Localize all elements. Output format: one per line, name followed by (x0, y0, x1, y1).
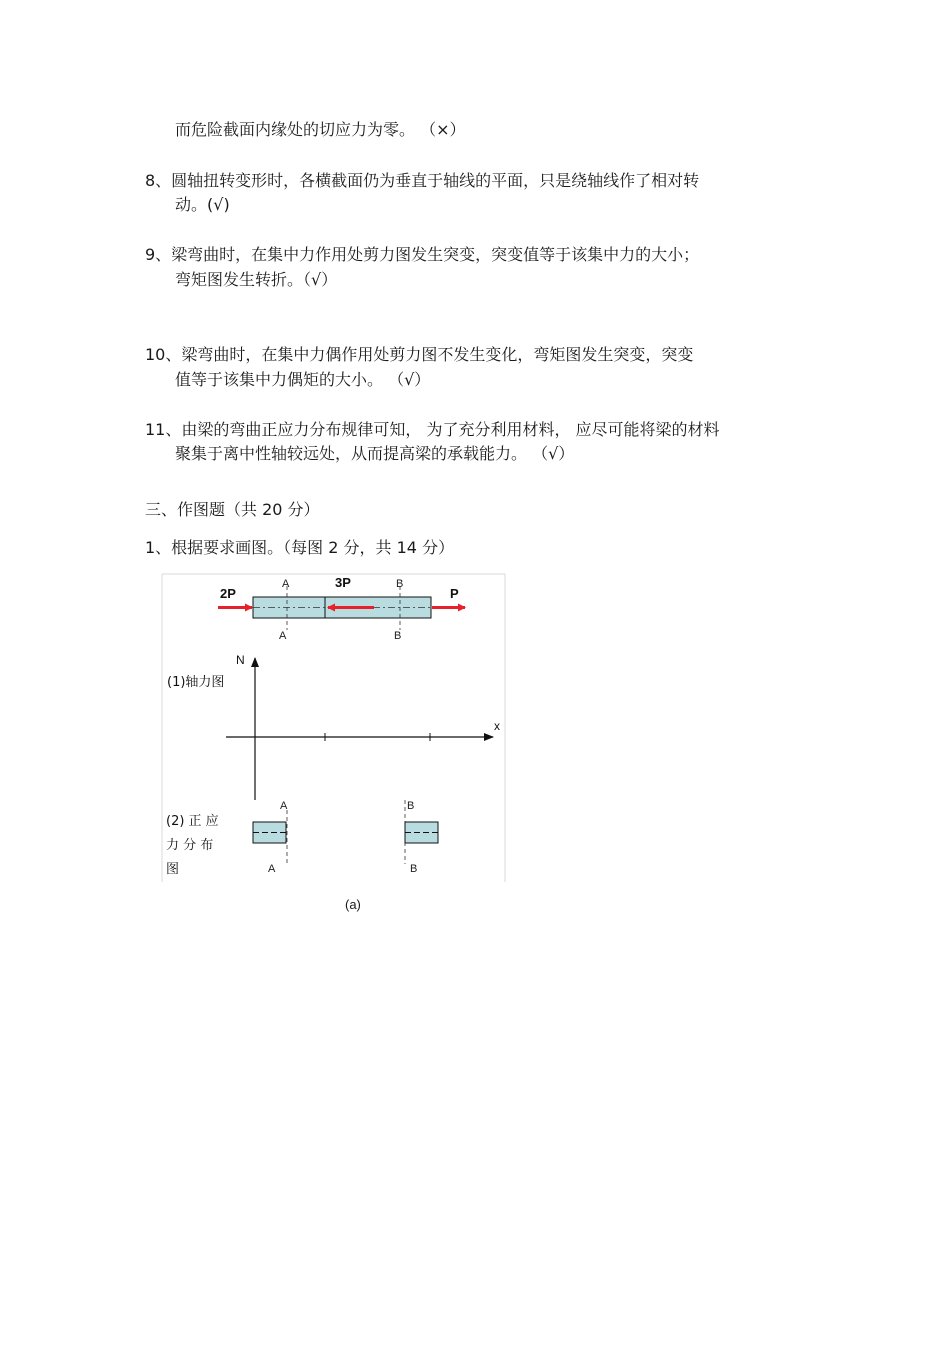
question-1-prompt: 1、根据要求画图。（每图 2 分，共 14 分） (145, 538, 455, 557)
load-label-p: P (450, 586, 459, 601)
section-a-label-bottom: A (279, 630, 287, 642)
figure-caption: (a) (345, 897, 361, 912)
panel-2-label-line-2: 力 分 布 (166, 838, 214, 853)
load-label-3p: 3P (335, 575, 351, 590)
line-q10-b: 值等于该集中力偶矩的大小。 （√） (175, 370, 431, 389)
line-q9-b: 弯矩图发生转折。（√） (175, 270, 338, 289)
stress-a-label-bottom: A (268, 863, 276, 875)
load-label-2p: 2P (220, 586, 236, 601)
section-b-label-bottom: B (394, 630, 402, 642)
line-q8-a: 8、圆轴扭转变形时，各横截面仍为垂直于轴线的平面，只是绕轴线作了相对转 (145, 171, 700, 190)
n-axis-label: N (236, 653, 245, 667)
stress-b-label-bottom: B (410, 863, 418, 875)
line-q10-a: 10、梁弯曲时，在集中力偶作用处剪力图不发生变化，弯矩图发生突变，突变 (145, 345, 694, 364)
stress-a-label-top: A (280, 800, 288, 812)
section-b-label-top: B (396, 578, 404, 590)
line-q9-a: 9、梁弯曲时，在集中力作用处剪力图发生突变，突变值等于该集中力的大小； (145, 245, 700, 264)
line-q11-a: 11、由梁的弯曲正应力分布规律可知， 为了充分利用材料， 应尽可能将梁的材料 (145, 420, 720, 439)
line-q11-b: 聚集于离中性轴较远处，从而提高梁的承载能力。 （√） (175, 444, 575, 463)
x-axis-label: x (494, 719, 500, 733)
line-q8-b: 动。(√) (175, 195, 230, 214)
panel-1-label: (1)轴力图 (167, 675, 225, 690)
section-a-label-top: A (282, 578, 290, 590)
panel-2-label-line-1: (2) 正 应 (166, 814, 219, 829)
stress-b-label-top: B (407, 800, 415, 812)
panel-2-label-line-3: 图 (166, 862, 180, 877)
axial-force-figure (160, 572, 506, 884)
line-q7-continued: 而危险截面内缘处的切应力为零。 （×） (175, 120, 466, 139)
section-heading-3: 三、作图题（共 20 分） (145, 500, 320, 519)
